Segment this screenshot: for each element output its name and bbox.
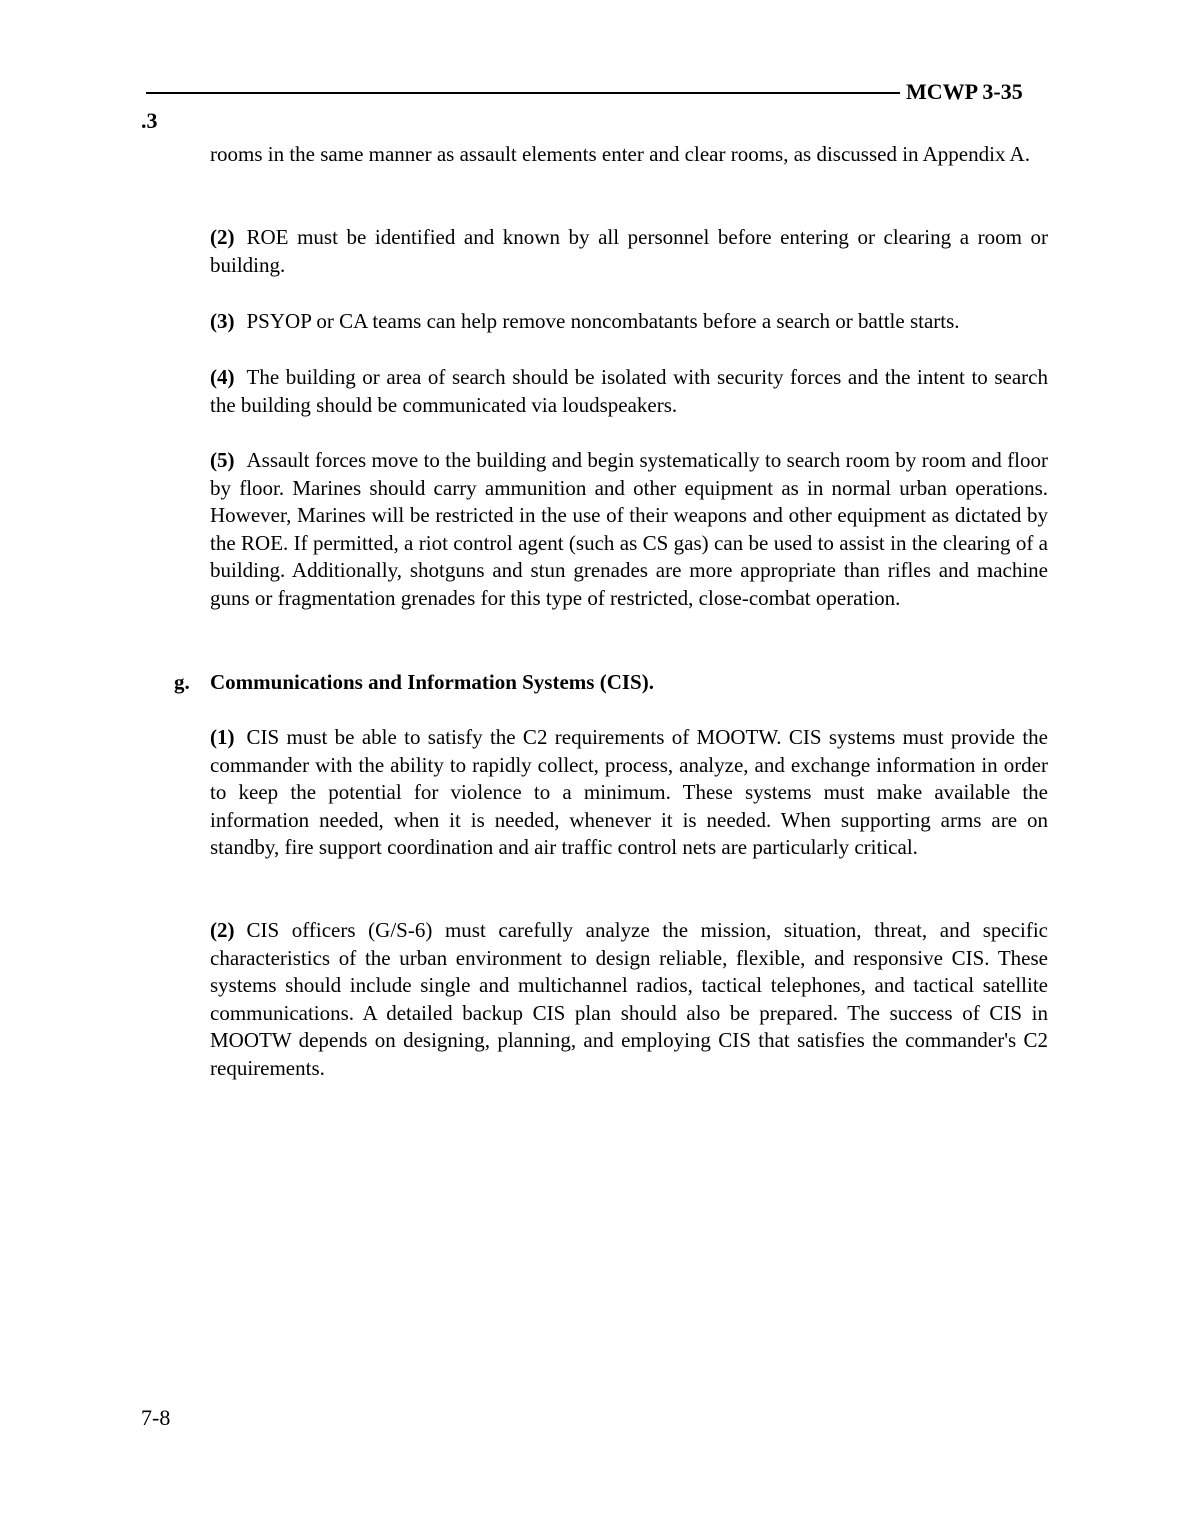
paragraph-text: CIS must be able to satisfy the C2 requirements of MOOTW. CIS systems must provide the commander with the ability to rapidly collect, process, analyze, and exchange information in order to keep the potential for violence to a minimum. These systems must make available the information needed, when it is needed, whenever it is needed. When supporting arms are on standby, fire support coordination and air traffic control nets are particularly critical. [210, 725, 1048, 860]
section-g-heading [174, 668, 654, 696]
paragraph-2 [210, 224, 1048, 279]
paragraph-continuation [210, 141, 1048, 169]
paragraph-text: Assault forces move to the building and begin systematically to search room by room and floor by floor. Marines should carry ammunition and other equipment as in normal urban operations. However, Marines will be restricted in the use of their weapons and other equipment as dictated by the ROE. If permitted, a riot control agent (such as CS gas) can be used to assist in the clearing of a building. Additionally, shotguns and stun grenades are more appropriate than rifles and machine guns or fragmentation grenades for this type of restricted, close-combat operation. [210, 448, 1048, 610]
section-g-paragraph-2 [210, 917, 1048, 1083]
paragraph-5 [210, 447, 1048, 613]
paragraph-4 [210, 364, 1048, 419]
page-number: 7-8 [141, 1405, 171, 1430]
section-marker: .3 [141, 108, 158, 133]
paragraph-number: (3) [210, 309, 235, 333]
section-title: Communications and Information Systems (CIS). [210, 670, 654, 694]
paragraph-number: (1) [210, 725, 235, 749]
section-letter: g. [174, 670, 190, 694]
paragraph-text: PSYOP or CA teams can help remove noncombatants before a search or battle starts. [246, 309, 960, 333]
paragraph-number: (2) [210, 918, 235, 942]
paragraph-number: (4) [210, 365, 235, 389]
paragraph-text: ROE must be identified and known by all personnel before entering or clearing a room or building. [210, 225, 1048, 277]
paragraph-number: (5) [210, 448, 235, 472]
paragraph-text: rooms in the same manner as assault elements enter and clear rooms, as discussed in Appendix A. [210, 142, 1030, 166]
document-id: MCWP 3-35 [906, 79, 1023, 104]
paragraph-3 [210, 308, 1048, 336]
paragraph-number: (2) [210, 225, 235, 249]
header-rule [146, 92, 900, 94]
paragraph-text: The building or area of search should be isolated with security forces and the intent to search the building should be communicated via loudspeakers. [210, 365, 1048, 417]
paragraph-text: CIS officers (G/S-6) must carefully analyze the mission, situation, threat, and specific characteristics of the urban environment to design reliable, flexible, and responsive CIS. These systems should include single and multichannel radios, tactical telephones, and tactical satellite communications. A detailed backup CIS plan should also be prepared. The success of CIS in MOOTW depends on designing, planning, and employing CIS that satisfies the commander's C2 requirements. [210, 918, 1048, 1080]
section-g-paragraph-1 [210, 724, 1048, 862]
